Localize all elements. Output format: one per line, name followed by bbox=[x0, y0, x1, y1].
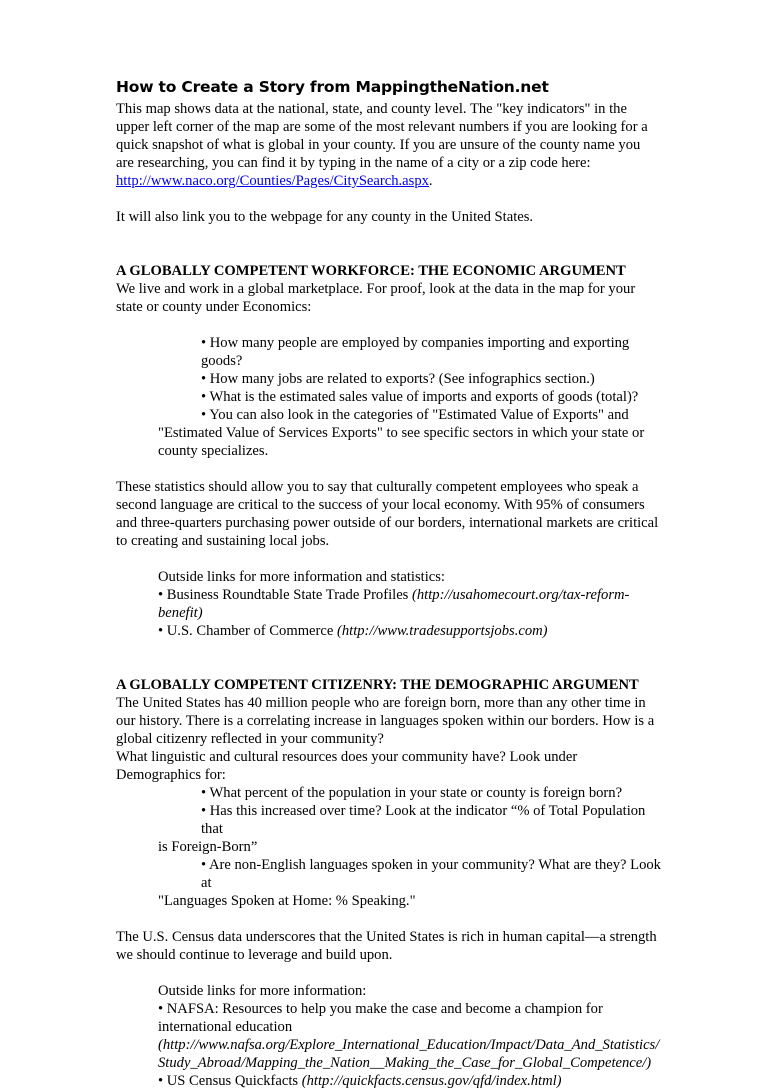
document-page bbox=[116, 76, 661, 1090]
census-quickfacts-link[interactable]: (http://quickfacts.census.gov/qfd/index.html) bbox=[301, 1073, 562, 1089]
bullet-continuation: "Estimated Value of Services Exports" to see specific sectors in which your state or county specializes. bbox=[158, 425, 645, 459]
link-label: • U.S. Chamber of Commerce bbox=[158, 623, 337, 639]
nafsa-link[interactable] bbox=[158, 1036, 661, 1072]
list-item: • What is the estimated sales value of imports and exports of goods (total)? bbox=[201, 389, 639, 405]
demographic-heading: A GLOBALLY COMPETENT CITIZENRY: THE DEMOGRAPHIC ARGUMENT bbox=[116, 677, 639, 693]
economic-links-block bbox=[116, 568, 661, 640]
demographic-question: What linguistic and cultural resources does your community have? Look under Demographics for: bbox=[116, 749, 578, 783]
chamber-of-commerce-link[interactable]: (http://www.tradesupportsjobs.com) bbox=[336, 623, 548, 639]
list-item bbox=[158, 586, 661, 622]
economic-heading: A GLOBALLY COMPETENT WORKFORCE: THE ECONOMIC ARGUMENT bbox=[116, 263, 626, 279]
bullet-first-line: • Has this increased over time? Look at the indicator “% of Total Population that bbox=[201, 803, 646, 837]
list-item: • How many people are employed by companies importing and exporting goods? bbox=[201, 335, 630, 369]
list-item bbox=[116, 406, 661, 460]
demographic-links-block bbox=[116, 982, 661, 1090]
list-item: • NAFSA: Resources to help you make the case and become a champion for international education bbox=[158, 1001, 603, 1035]
economic-conclusion: These statistics should allow you to say that culturally competent employees who speak a second language are critical to the success of your local economy. With 95% of consumers and three-quarters purchasing power outside of our borders, international markets are critical to creating and sustaining local jobs. bbox=[116, 479, 659, 549]
demographic-conclusion: The U.S. Census data underscores that the United States is rich in human capital—a strength we should continue to leverage and build upon. bbox=[116, 929, 657, 963]
intro-text: This map shows data at the national, state, and county level. The "key indicators" in the upper left corner of the map are some of the most relevant numbers if you are looking for a quick snapshot of what is global in your county. If you are unsure of the county name you are researching, you can find it by typing in the name of a city or a zip code here: bbox=[116, 101, 648, 171]
list-item bbox=[158, 1072, 661, 1090]
list-item: • What percent of the population in your state or county is foreign born? bbox=[201, 785, 623, 801]
bullet-first-line: • You can also look in the categories of "Estimated Value of Exports" and bbox=[201, 407, 629, 423]
intro-link-suffix: . bbox=[428, 173, 433, 189]
demographic-intro: The United States has 40 million people who are foreign born, more than any other time in our history. There is a correlating increase in languages spoken within our borders. How is a global citizenry reflected in your community? bbox=[116, 695, 655, 747]
demographic-links-heading: Outside links for more information: bbox=[158, 983, 367, 999]
list-item bbox=[116, 802, 661, 856]
intro-paragraph bbox=[116, 100, 661, 190]
link-label: • Business Roundtable State Trade Profiles bbox=[158, 587, 413, 603]
naco-city-search-link[interactable]: http://www.naco.org/Counties/Pages/CitySearch.aspx bbox=[116, 173, 429, 189]
demographic-bullet-list bbox=[116, 784, 661, 910]
intro-note: It will also link you to the webpage for any county in the United States. bbox=[116, 209, 534, 225]
list-item: • How many jobs are related to exports? (See infographics section.) bbox=[201, 371, 595, 387]
economic-bullet-list bbox=[116, 334, 661, 460]
link-label: • US Census Quickfacts bbox=[158, 1073, 302, 1089]
document-title: How to Create a Story from MappingtheNation.net bbox=[116, 78, 549, 96]
bullet-continuation: "Languages Spoken at Home: % Speaking." bbox=[158, 893, 416, 909]
economic-intro: We live and work in a global marketplace. For proof, look at the data in the map for your state or county under Economics: bbox=[116, 281, 636, 315]
list-item bbox=[116, 856, 661, 910]
bullet-continuation: is Foreign-Born” bbox=[158, 839, 258, 855]
nafsa-url[interactable]: (http://www.nafsa.org/Explore_International_Education/Impact/Data_And_Statistics/Study_Abroad/Mapping_the_Nation__Making_the_Case_for_Global_Competence/) bbox=[158, 1037, 660, 1071]
list-item bbox=[158, 622, 661, 640]
bullet-first-line: • Are non-English languages spoken in your community? What are they? Look at bbox=[201, 857, 661, 891]
business-roundtable-link[interactable]: (http://usahomecourt.org/tax-reform-benefit) bbox=[158, 587, 630, 621]
economic-links-heading: Outside links for more information and statistics: bbox=[158, 569, 445, 585]
